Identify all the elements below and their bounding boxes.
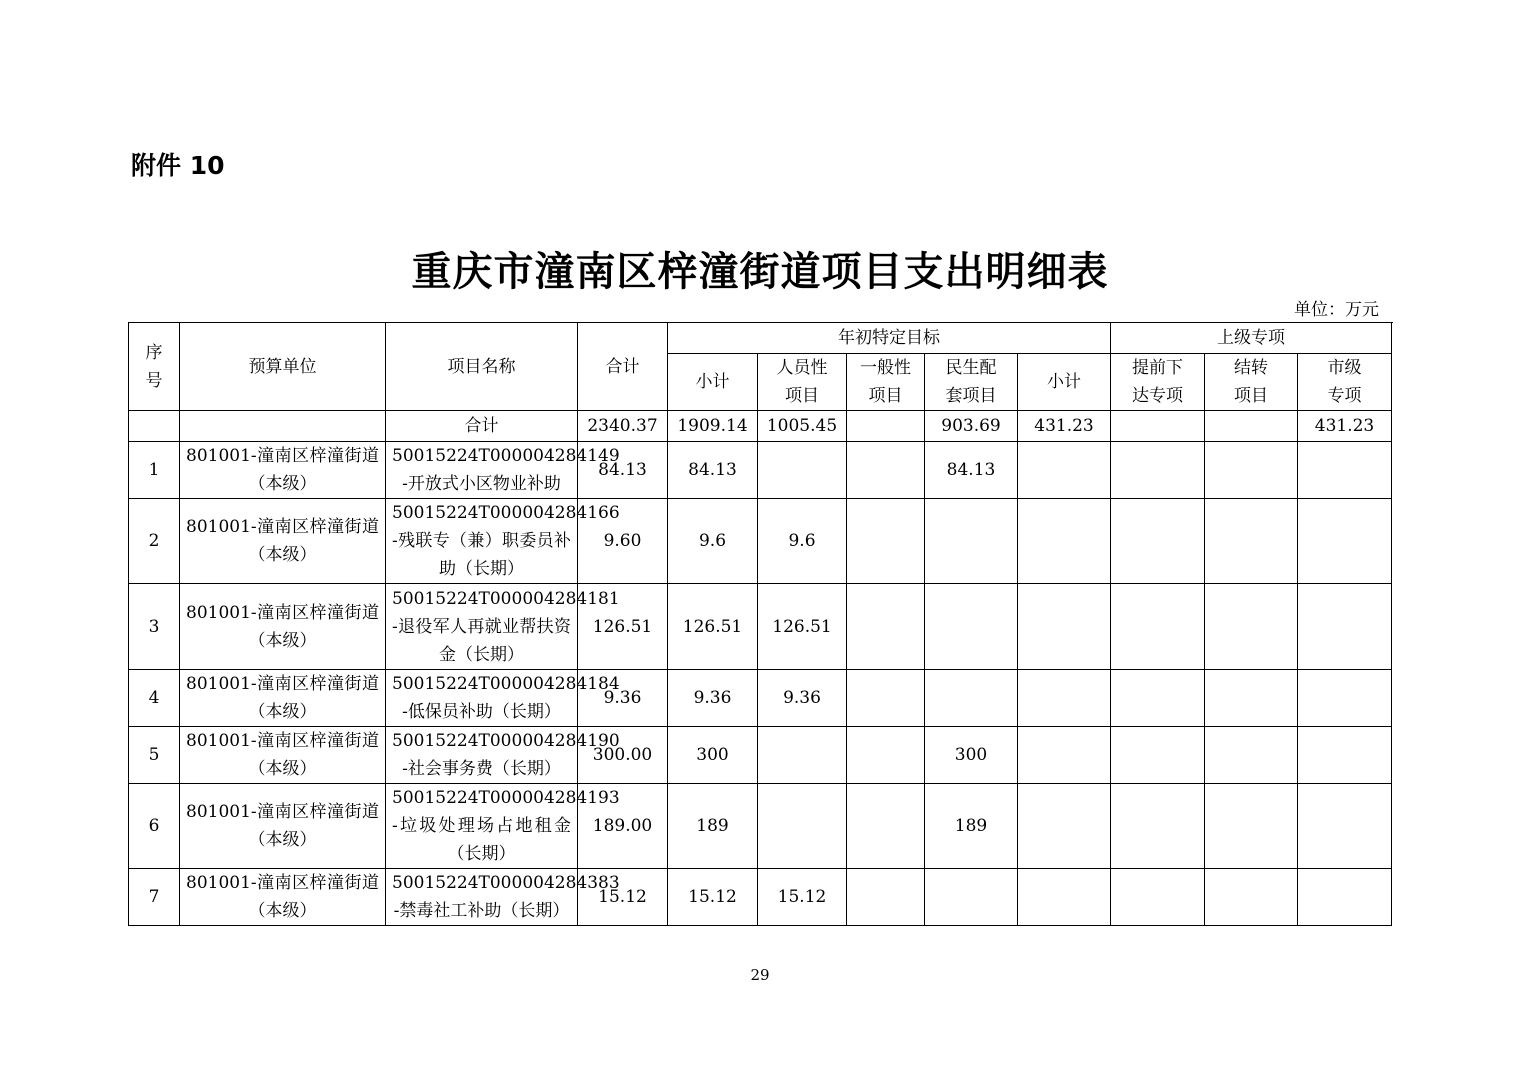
row-personnel: 9.36 (758, 670, 847, 727)
row-city (1298, 442, 1392, 499)
row-seq: 2 (129, 499, 180, 584)
row-city (1298, 499, 1392, 584)
header-superior-special: 上级专项 (1111, 323, 1392, 354)
row-annual-subtotal: 84.13 (668, 442, 758, 499)
row-project-name: 50015224T000004284181 -退役军人再就业帮扶资 金（长期） (386, 584, 578, 670)
row-superior-subtotal (1018, 584, 1111, 670)
totals-seq (129, 411, 180, 442)
row-advance (1111, 584, 1205, 670)
row-personnel (758, 442, 847, 499)
header-project-name: 项目名称 (386, 323, 578, 411)
header-superior-subtotal: 小计 (1018, 354, 1111, 411)
table-row (129, 499, 1392, 584)
table-row (129, 442, 1392, 499)
row-general (847, 442, 925, 499)
header-annual-targets: 年初特定目标 (668, 323, 1111, 354)
row-total: 126.51 (578, 584, 668, 670)
header-annual-subtotal: 小计 (668, 354, 758, 411)
unit-note: 单位：万元 (1294, 300, 1379, 320)
row-seq: 1 (129, 442, 180, 499)
row-project-name: 50015224T000004284166 -残联专（兼）职委员补 助（长期） (386, 499, 578, 584)
header-budget-unit: 预算单位 (180, 323, 386, 411)
row-advance (1111, 442, 1205, 499)
row-total: 9.60 (578, 499, 668, 584)
header-general: 一般性 项目 (847, 354, 925, 411)
totals-total: 2340.37 (578, 411, 668, 442)
totals-row (129, 411, 1392, 442)
row-total: 84.13 (578, 442, 668, 499)
row-general (847, 869, 925, 926)
header-row-1 (129, 323, 1392, 354)
totals-personnel: 1005.45 (758, 411, 847, 442)
row-personnel: 9.6 (758, 499, 847, 584)
row-budget-unit: 801001-潼南区梓潼街道 （本级） (180, 584, 386, 670)
row-budget-unit: 801001-潼南区梓潼街道 （本级） (180, 670, 386, 727)
header-carryover: 结转 项目 (1205, 354, 1298, 411)
header-city: 市级 专项 (1298, 354, 1392, 411)
totals-livelihood: 903.69 (925, 411, 1018, 442)
row-superior-subtotal (1018, 869, 1111, 926)
row-annual-subtotal: 189 (668, 784, 758, 869)
row-seq: 3 (129, 584, 180, 670)
row-annual-subtotal: 126.51 (668, 584, 758, 670)
row-superior-subtotal (1018, 670, 1111, 727)
row-advance (1111, 869, 1205, 926)
row-superior-subtotal (1018, 442, 1111, 499)
row-total: 300.00 (578, 727, 668, 784)
totals-carryover (1205, 411, 1298, 442)
row-advance (1111, 499, 1205, 584)
row-livelihood (925, 869, 1018, 926)
row-annual-subtotal: 9.6 (668, 499, 758, 584)
row-total: 189.00 (578, 784, 668, 869)
expenditure-table (128, 322, 1392, 926)
row-city (1298, 727, 1392, 784)
row-total: 15.12 (578, 869, 668, 926)
totals-annual-subtotal: 1909.14 (668, 411, 758, 442)
row-seq: 5 (129, 727, 180, 784)
table-row (129, 727, 1392, 784)
row-seq: 4 (129, 670, 180, 727)
row-city (1298, 869, 1392, 926)
row-livelihood (925, 584, 1018, 670)
row-advance (1111, 784, 1205, 869)
row-project-name: 50015224T000004284149 -开放式小区物业补助 (386, 442, 578, 499)
row-personnel (758, 727, 847, 784)
row-general (847, 670, 925, 727)
row-annual-subtotal: 15.12 (668, 869, 758, 926)
attachment-label: 附件 10 (131, 151, 225, 180)
row-annual-subtotal: 9.36 (668, 670, 758, 727)
row-annual-subtotal: 300 (668, 727, 758, 784)
row-livelihood: 300 (925, 727, 1018, 784)
row-city (1298, 670, 1392, 727)
row-livelihood: 189 (925, 784, 1018, 869)
totals-unit (180, 411, 386, 442)
row-seq: 7 (129, 869, 180, 926)
table-row (129, 670, 1392, 727)
row-carryover (1205, 784, 1298, 869)
row-general (847, 727, 925, 784)
totals-advance (1111, 411, 1205, 442)
row-personnel: 15.12 (758, 869, 847, 926)
row-general (847, 499, 925, 584)
row-personnel: 126.51 (758, 584, 847, 670)
row-project-name: 50015224T000004284383 -禁毒社工补助（长期） (386, 869, 578, 926)
table-row (129, 784, 1392, 869)
header-personnel: 人员性 项目 (758, 354, 847, 411)
row-project-name: 50015224T000004284193 -垃圾处理场占地租金 （长期） (386, 784, 578, 869)
row-carryover (1205, 584, 1298, 670)
row-general (847, 784, 925, 869)
row-livelihood (925, 670, 1018, 727)
row-carryover (1205, 442, 1298, 499)
row-carryover (1205, 670, 1298, 727)
row-budget-unit: 801001-潼南区梓潼街道 （本级） (180, 499, 386, 584)
row-seq: 6 (129, 784, 180, 869)
row-personnel (758, 784, 847, 869)
row-carryover (1205, 869, 1298, 926)
row-carryover (1205, 727, 1298, 784)
page-number: 29 (750, 966, 770, 984)
table-row (129, 584, 1392, 670)
row-livelihood (925, 499, 1018, 584)
table-row (129, 869, 1392, 926)
row-general (847, 584, 925, 670)
row-superior-subtotal (1018, 727, 1111, 784)
row-budget-unit: 801001-潼南区梓潼街道 （本级） (180, 869, 386, 926)
row-budget-unit: 801001-潼南区梓潼街道 （本级） (180, 727, 386, 784)
header-total: 合计 (578, 323, 668, 411)
row-budget-unit: 801001-潼南区梓潼街道 （本级） (180, 442, 386, 499)
row-city (1298, 784, 1392, 869)
totals-superior-subtotal: 431.23 (1018, 411, 1111, 442)
totals-general (847, 411, 925, 442)
totals-city: 431.23 (1298, 411, 1392, 442)
row-city (1298, 584, 1392, 670)
document-title: 重庆市潼南区梓潼街道项目支出明细表 (411, 248, 1109, 295)
row-livelihood: 84.13 (925, 442, 1018, 499)
row-project-name: 50015224T000004284184 -低保员补助（长期） (386, 670, 578, 727)
row-superior-subtotal (1018, 784, 1111, 869)
row-carryover (1205, 499, 1298, 584)
row-superior-subtotal (1018, 499, 1111, 584)
row-advance (1111, 670, 1205, 727)
row-project-name: 50015224T000004284190 -社会事务费（长期） (386, 727, 578, 784)
totals-label: 合计 (386, 411, 578, 442)
row-total: 9.36 (578, 670, 668, 727)
header-advance: 提前下 达专项 (1111, 354, 1205, 411)
header-seq: 序号 (129, 323, 180, 411)
header-livelihood: 民生配 套项目 (925, 354, 1018, 411)
row-budget-unit: 801001-潼南区梓潼街道 （本级） (180, 784, 386, 869)
row-advance (1111, 727, 1205, 784)
